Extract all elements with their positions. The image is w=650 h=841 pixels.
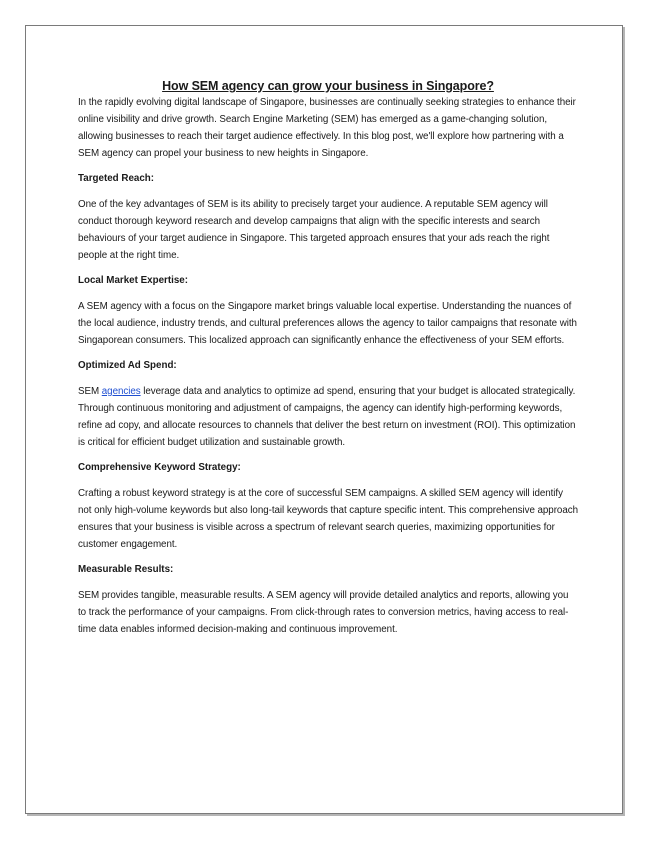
section-body: Crafting a robust keyword strategy is at the core of successful SEM campaigns. A skilled SEM agency will identify not only high-volume keywords but also long-tail keywords that capture specific intent. This comprehensive approach ensures that your business is visible across a spectrum of relevant search queries, maximizing opportunities for customer engagement. [78,488,578,550]
section-local-market-expertise [78,273,578,349]
section-body: A SEM agency with a focus on the Singapore market brings valuable local expertise. Understanding the nuances of the local audience, industry trends, and cultural preferences allows the agency to tailor campaigns that resonate with Singaporean consumers. This localized approach can significantly enhance the effectiveness of your SEM efforts. [78,301,577,346]
intro-paragraph: In the rapidly evolving digital landscape of Singapore, businesses are continually seeking strategies to enhance their online visibility and drive growth. Search Engine Marketing (SEM) has emerged as a game-changing solution, allowing businesses to reach their target audience effectively. In this blog post, we'll explore how partnering with a SEM agency can propel your business to new heights in Singapore. [78,97,576,159]
document-content [78,78,578,638]
section-heading: Comprehensive Keyword Strategy: [78,462,241,473]
section-heading: Targeted Reach: [78,173,155,184]
body-suffix: leverage data and analytics to optimize ad spend, ensuring that your budget is allocated strategically. Through continuous monitoring and adjustment of campaigns, the agency can identify high-performing keywords, refine ad copy, and allocate resources to channels that deliver the best return on investment (ROI). This optimization is critical for efficient budget utilization and sustainable growth. [78,386,576,448]
document-page [25,25,623,814]
section-body: SEM provides tangible, measurable results. A SEM agency will provide detailed analytics and reports, allowing you to track the performance of your campaigns. From click-through rates to conversion metrics, having access to real-time data enables informed decision-making and continuous improvement. [78,590,569,635]
document-title: How SEM agency can grow your business in Singapore? [162,79,494,93]
section-heading: Measurable Results: [78,564,174,575]
agencies-link[interactable]: agencies [101,386,141,397]
section-optimized-ad-spend [78,358,578,451]
section-measurable-results [78,562,578,638]
section-heading: Local Market Expertise: [78,275,188,286]
section-body: One of the key advantages of SEM is its ability to precisely target your audience. A reputable SEM agency will conduct thorough keyword research and develop campaigns that align with the specific interests and search behaviours of your target audience in Singapore. This targeted approach ensures that your ads reach the right people at the right time. [78,199,550,261]
section-heading: Optimized Ad Spend: [78,360,177,371]
section-body [78,383,578,451]
body-prefix: SEM [78,386,102,397]
section-comprehensive-keyword-strategy [78,460,578,553]
section-targeted-reach [78,171,578,264]
